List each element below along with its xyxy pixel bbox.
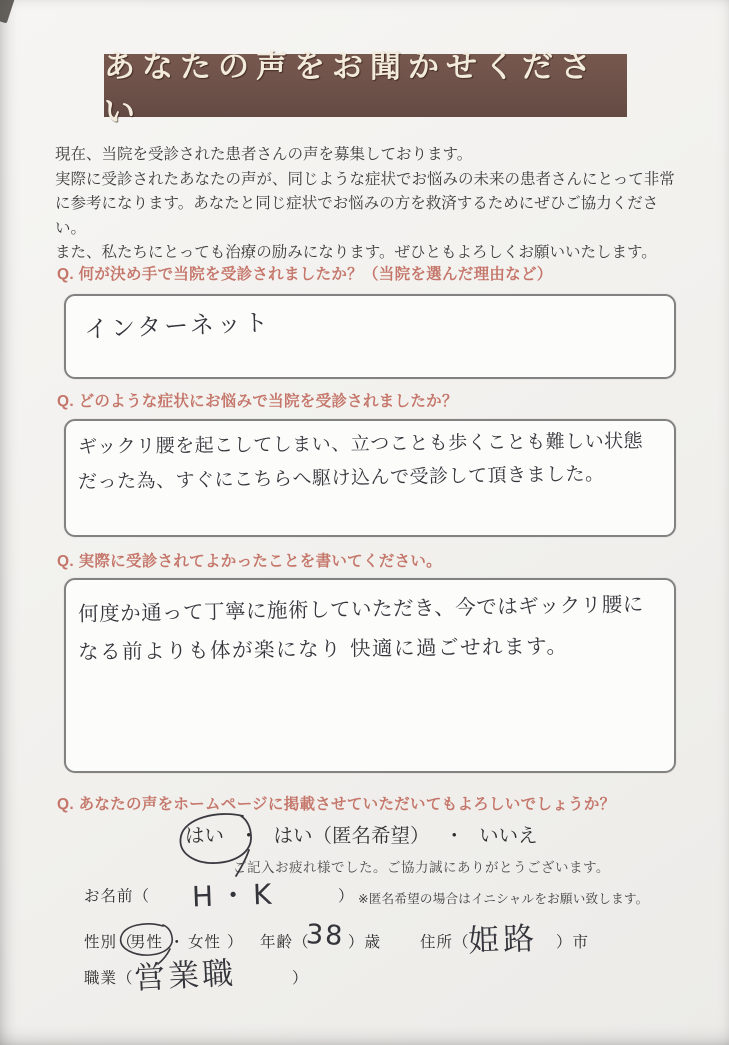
scan-corner-artifact <box>0 0 15 24</box>
question-1-answer-box <box>64 294 676 379</box>
age-field-label: 年齢（ <box>260 934 310 951</box>
handwritten-answer-2-line-2: だった為、すぐにこちらへ駆け込んで受診して頂きました。 <box>77 462 605 494</box>
question-3-answer-box <box>64 578 676 773</box>
intro-line: 現在、当院を受診された患者さんの声を募集しております。 <box>55 146 473 163</box>
intro-line: に参考になります。あなたと同じ症状でお悩みの方を救済するためにぜひご協力ください。 <box>55 195 659 237</box>
gender-option-male: 男性 <box>130 934 164 951</box>
intro-line: 実際に受診されたあなたの声が、同じような症状でお悩みの未来の患者さんにとって非常 <box>55 170 675 188</box>
consent-separator: ・ <box>239 825 259 847</box>
handwritten-name-value: H・K <box>191 877 279 914</box>
occupation-field-close-paren: ） <box>292 970 309 987</box>
page-title: あなたの声をお聞かせください <box>104 48 598 129</box>
question-3-label: Q. 実際に受診されてよかったことを書いてください。 <box>57 553 442 570</box>
consent-options-row <box>185 820 538 848</box>
thanks-note: ご記入お疲れ様でした。ご協力誠にありがとうございます。 <box>233 860 610 875</box>
intro-paragraph <box>55 143 685 266</box>
page-title-banner <box>104 48 627 129</box>
handwritten-occupation-value: 営業職 <box>133 955 238 997</box>
occupation-field-label: 職業（ <box>84 970 134 987</box>
address-field-label: 住所（ <box>420 934 470 951</box>
question-1-label: Q. 何が決め手で当院を受診されましたか？（当院を選んだ理由など） <box>57 266 553 283</box>
handwritten-answer-2-line-1: ギックリ腰を起こしてしまい、立つことも歩くことも難しい状態 <box>77 430 644 458</box>
handwritten-address-value: 姫路 <box>467 920 539 960</box>
address-field-close-paren: ）市 <box>556 934 590 951</box>
gender-field-close-paren: ） <box>227 934 244 951</box>
question-2-label: Q. どのような症状にお悩みで当院を受診されましたか？ <box>57 393 458 410</box>
handwritten-answer-3-line-2: なる前よりも体が楽になり 快適に過ごせれます。 <box>77 634 569 664</box>
consent-option-yes-anonymous: はい（匿名希望） <box>273 825 430 847</box>
consent-option-yes: はい <box>185 825 225 847</box>
gender-option-female: 女性 <box>188 934 222 951</box>
name-field-label: お名前（ <box>84 888 151 905</box>
gender-field-label: 性別（ <box>84 934 134 951</box>
question-4-label: Q. あなたの声をホームページに掲載させていただいてもよろしいでしょうか？ <box>57 796 616 813</box>
anonymous-initial-note: ※匿名希望の場合はイニシャルをお願い致します。 <box>358 892 649 906</box>
handwritten-answer-1: インターネット <box>83 308 272 344</box>
intro-line: また、私たちにとっても治療の励みになります。ぜひともよろしくお願いいたします。 <box>55 244 657 262</box>
question-2-answer-box <box>64 419 676 537</box>
handwritten-answer-3-line-1: 何度か通って丁寧に施術していただき、今ではギックリ腰に <box>77 592 644 626</box>
name-field-close-paren: ） <box>338 888 355 905</box>
consent-separator: ・ <box>444 825 465 847</box>
consent-option-no: いいえ <box>479 825 538 847</box>
handwritten-age-value: 38 <box>305 919 346 952</box>
age-field-close-paren: ）歳 <box>348 934 382 951</box>
gender-option-separator: ・ <box>169 934 186 951</box>
